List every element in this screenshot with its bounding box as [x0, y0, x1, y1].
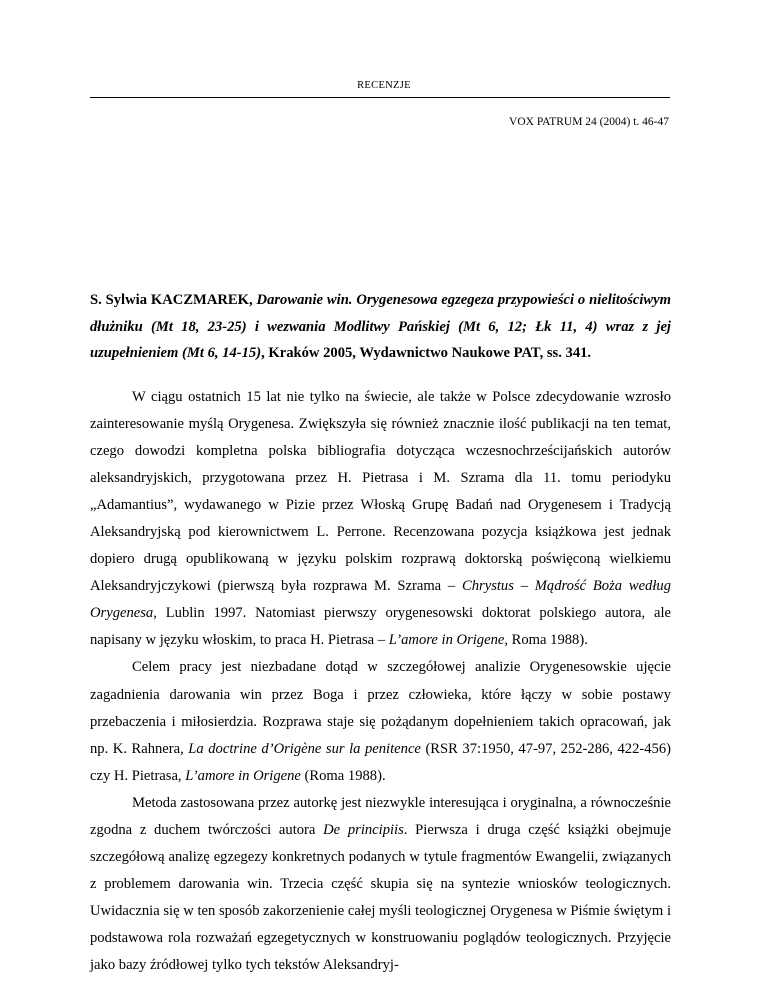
journal-reference: VOX PATRUM 24 (2004) t. 46-47	[509, 116, 669, 128]
italic-title: L’amore in Origene	[388, 632, 505, 649]
spacer	[90, 367, 671, 384]
text-run: , Lublin 1997. Natomiast pierwszy orygenesowski doktorat polskiego autora, ale napisany w języku włoskim, to praca H. Pietrasa –	[90, 605, 671, 649]
italic-title: Chrystus – Mądrość Boża według Orygenesa	[90, 578, 671, 622]
bibliographic-entry	[90, 287, 671, 367]
paragraph-1	[90, 384, 671, 655]
text-run: . Pierwsza i druga część książki obejmuje szczegółową analizę egzegezy konkretnych podanych w tytule fragmentów Ewangelii, związanych z problemem darowania win. Trzecia część skupia się na syntezie wniosków teologicznych. Uwidacznia się w ten sposób zakorzenienie całej myśli teologicznej Orygenesa w Piśmie świętym i podstawowa rola rozważań egzegetycznych w konstruowaniu poglądów teologicznych. Przyjęcie jako bazy źródłowej tylko tych tekstów Aleksandryj-	[90, 822, 671, 974]
text-run: , Roma 1988).	[504, 632, 588, 649]
paragraph-3	[90, 790, 671, 980]
italic-title: L’amore in Origene	[185, 767, 301, 784]
book-author: S. Sylwia KACZMAREK,	[90, 292, 253, 308]
publication-info: , Kraków 2005, Wydawnictwo Naukowe PAT, ss. 341.	[261, 345, 592, 361]
review-body	[90, 287, 671, 980]
text-run: W ciągu ostatnich 15 lat nie tylko na świecie, ale także w Polsce zdecydowanie wzrosło zainteresowanie myślą Orygenesa. Zwiększyła się również znacznie ilość publikacji na ten temat, czego dowodzi kompletna polska bibliografia dotycząca wczesnochrześcijańskich autorów aleksandryjskich, przygotowana przez H. Pietrasa i M. Szrama dla 11. tomu periodyku „Adamantius”, wydawanego w Pizie przez Włoską Grupę Badań nad Orygenesem i Tradycją Aleksandryjską pod kierownictwem L. Perrone. Recenzowana pozycja książkowa jest jednak dopiero drugą opublikowaną w języku polskim rozprawą doktorską poświęconą wielkiemu Aleksandryjczykowi (pierwszą była rozprawa M. Szrama –	[90, 388, 671, 595]
header-rule	[90, 97, 670, 98]
text-run: Celem pracy jest niezbadane dotąd w szczegółowej analizie Orygenesowskie ujęcie zagadnienia darowania win przez Boga i przez człowieka, które łączy w sobie postawy przebaczenia i miłosierdzia. Rozprawa staje się pożądanym dopełnieniem takich opracowań, jak np. K. Rahnera,	[90, 659, 671, 757]
text-run: (RSR 37:1950, 47-97, 252-286, 422-456) czy H. Pietrasa,	[90, 740, 671, 784]
text-run: (Roma 1988).	[300, 767, 386, 784]
section-header: RECENZJE	[357, 80, 411, 91]
paragraph-2	[90, 654, 671, 789]
italic-title: De principiis	[323, 822, 404, 838]
book-title: Darowanie win. Orygenesowa egzegeza przypowieści o nielitościwym dłużniku (Mt 18, 23-25) i wezwania Modlitwy Pańskiej (Mt 6, 12; Łk 11, 4) wraz z jej uzupełnieniem (Mt 6, 14-15)	[90, 292, 671, 361]
text-run: Metoda zastosowana przez autorkę jest niezwykle interesująca i oryginalna, a równocześnie zgodna z duchem twórczości autora	[90, 794, 671, 838]
italic-title: La doctrine d’Origène sur la penitence	[188, 740, 421, 757]
